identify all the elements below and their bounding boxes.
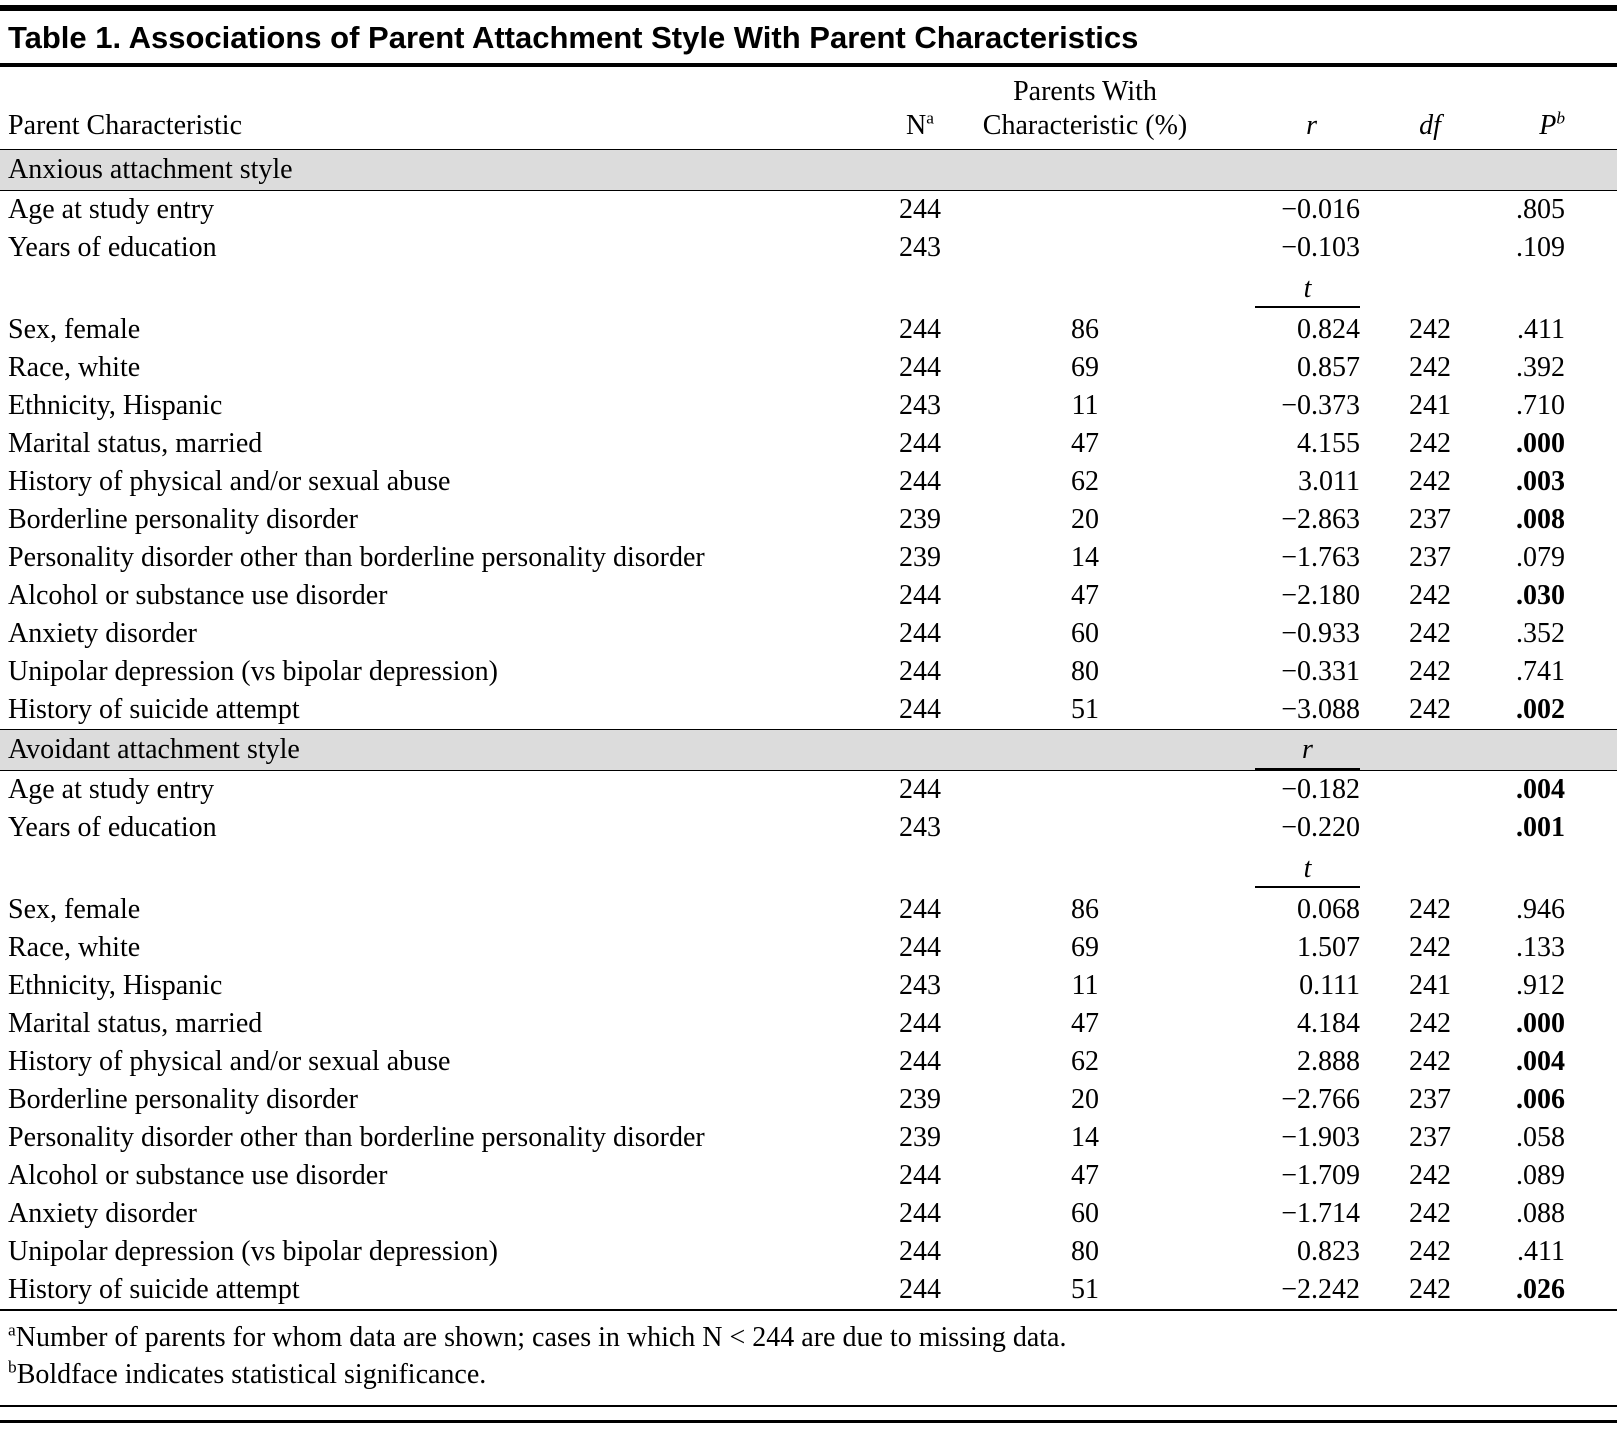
table-figure	[0, 5, 1617, 1423]
cell-pct: 62	[1071, 466, 1099, 497]
table-title: Table 1. Associations of Parent Attachment Style With Parent Characteristics	[8, 20, 1139, 55]
cell-n: 244	[899, 580, 941, 611]
cell-stat: −3.088	[1281, 694, 1360, 725]
cell-pct: 14	[1071, 1122, 1099, 1153]
subheader-empty-p	[1485, 267, 1617, 311]
table-row	[0, 891, 1617, 929]
cell-stat: 2.888	[1297, 1046, 1360, 1077]
cell-df: 242	[1409, 932, 1451, 963]
cell-stat: 3.011	[1298, 466, 1360, 497]
t-stat-label: t	[1255, 272, 1360, 308]
cell-stat: −0.016	[1281, 194, 1360, 225]
cell-stat: −1.903	[1281, 1122, 1360, 1153]
table-row	[0, 1005, 1617, 1043]
cell-characteristic: Age at study entry	[8, 774, 215, 805]
cell-stat: −0.933	[1281, 618, 1360, 649]
n-label: N	[906, 110, 927, 141]
col-header-p	[1485, 67, 1617, 150]
cell-stat: −0.103	[1281, 232, 1360, 263]
footnote-a	[8, 1319, 1617, 1356]
cell-df: 241	[1409, 390, 1451, 421]
pct-label-line1: Parents With	[1013, 76, 1157, 107]
cell-stat: 0.857	[1297, 352, 1360, 383]
cell-characteristic: Borderline personality disorder	[8, 1084, 358, 1115]
cell-df: 242	[1409, 1160, 1451, 1191]
cell-p: .088	[1516, 1198, 1565, 1229]
table-body	[0, 150, 1617, 1311]
table-row	[0, 311, 1617, 349]
cell-df: 237	[1409, 1084, 1451, 1115]
col-header-df: df	[1419, 110, 1441, 141]
cell-n: 243	[899, 390, 941, 421]
cell-p: .008	[1516, 504, 1565, 535]
cell-p: .946	[1516, 894, 1565, 925]
cell-pct: 62	[1071, 1046, 1099, 1077]
col-header-r: r	[1306, 110, 1317, 141]
cell-stat: −0.220	[1281, 812, 1360, 843]
table-row	[0, 191, 1617, 230]
cell-df: 242	[1409, 1198, 1451, 1229]
cell-n: 244	[899, 352, 941, 383]
table-row	[0, 349, 1617, 387]
cell-df: 242	[1409, 1236, 1451, 1267]
cell-stat: −2.180	[1281, 580, 1360, 611]
cell-p: .352	[1516, 618, 1565, 649]
footnote-b-text: Boldface indicates statistical significance.	[16, 1359, 487, 1390]
table-row	[0, 387, 1617, 425]
col-header-pct	[970, 67, 1200, 150]
cell-stat: 1.507	[1297, 932, 1360, 963]
table-row	[0, 1043, 1617, 1081]
cell-df: 242	[1409, 428, 1451, 459]
cell-n: 244	[899, 1198, 941, 1229]
cell-characteristic: Sex, female	[8, 314, 141, 345]
subheader-empty-df	[1375, 847, 1485, 891]
table-row	[0, 615, 1617, 653]
stat-subheader-row	[0, 847, 1617, 891]
footnote-a-text: Number of parents for whom data are shown; cases in which N < 244 are due to missing data.	[15, 1322, 1067, 1353]
footnote-b-marker: b	[8, 1357, 17, 1377]
cell-df	[1375, 229, 1485, 267]
cell-characteristic: History of physical and/or sexual abuse	[8, 466, 451, 497]
cell-pct: 20	[1071, 1084, 1099, 1115]
cell-pct	[970, 229, 1200, 267]
cell-characteristic: Years of education	[8, 812, 217, 843]
cell-characteristic: Marital status, married	[8, 1008, 263, 1039]
band-empty-p	[1485, 730, 1617, 771]
table-row	[0, 1195, 1617, 1233]
cell-p: .026	[1516, 1274, 1565, 1305]
cell-df: 242	[1409, 314, 1451, 345]
cell-p: .079	[1516, 542, 1565, 573]
cell-p: .002	[1516, 694, 1565, 725]
p-label: P	[1539, 110, 1557, 141]
cell-stat: −0.373	[1281, 390, 1360, 421]
cell-stat: 0.824	[1297, 314, 1360, 345]
cell-p: .004	[1516, 774, 1565, 805]
table-row	[0, 501, 1617, 539]
cell-df: 242	[1409, 656, 1451, 687]
cell-p: .133	[1516, 932, 1565, 963]
band-stat-label	[1200, 730, 1375, 771]
cell-stat: 4.184	[1297, 1008, 1360, 1039]
cell-p: .003	[1516, 466, 1565, 497]
section-title: Avoidant attachment style	[0, 730, 1200, 771]
cell-pct	[970, 771, 1200, 810]
cell-pct: 86	[1071, 894, 1099, 925]
cell-df: 242	[1409, 580, 1451, 611]
table-row	[0, 691, 1617, 730]
cell-stat: −1.714	[1281, 1198, 1360, 1229]
cell-characteristic: Age at study entry	[8, 194, 215, 225]
cell-characteristic: Marital status, married	[8, 428, 263, 459]
table-row	[0, 463, 1617, 501]
cell-stat: 0.068	[1297, 894, 1360, 925]
cell-df	[1375, 771, 1485, 810]
cell-pct: 69	[1071, 352, 1099, 383]
cell-characteristic: Anxiety disorder	[8, 1198, 197, 1229]
top-rule	[0, 5, 1617, 11]
cell-pct: 69	[1071, 932, 1099, 963]
band-stat-label	[1200, 150, 1375, 191]
cell-pct: 20	[1071, 504, 1099, 535]
cell-characteristic: Unipolar depression (vs bipolar depression)	[8, 656, 498, 687]
cell-pct: 47	[1071, 1160, 1099, 1191]
cell-n: 244	[899, 466, 941, 497]
cell-characteristic: History of suicide attempt	[8, 694, 300, 725]
cell-p: .912	[1516, 970, 1565, 1001]
cell-df: 237	[1409, 504, 1451, 535]
cell-n: 244	[899, 1046, 941, 1077]
cell-p: .411	[1517, 314, 1565, 345]
cell-characteristic: Personality disorder other than borderline personality disorder	[8, 542, 705, 573]
cell-pct: 80	[1071, 656, 1099, 687]
t-stat-header	[1200, 847, 1375, 891]
cell-n: 243	[899, 232, 941, 263]
cell-pct	[970, 191, 1200, 230]
cell-stat: −2.242	[1281, 1274, 1360, 1305]
table-row	[0, 577, 1617, 615]
pct-label-line2: Characteristic (%)	[982, 110, 1188, 141]
cell-n: 244	[899, 314, 941, 345]
cell-pct: 11	[1071, 390, 1099, 421]
cell-n: 239	[899, 504, 941, 535]
cell-characteristic: Unipolar depression (vs bipolar depression)	[8, 1236, 498, 1267]
subheader-empty	[0, 847, 1200, 891]
cell-characteristic: Years of education	[8, 232, 217, 263]
cell-df: 242	[1409, 352, 1451, 383]
cell-characteristic: Alcohol or substance use disorder	[8, 1160, 388, 1191]
header-row	[0, 67, 1617, 150]
r-stat-label: r	[1255, 732, 1360, 770]
cell-stat: −0.331	[1281, 656, 1360, 687]
cell-p: .089	[1516, 1160, 1565, 1191]
cell-characteristic: Borderline personality disorder	[8, 504, 358, 535]
cell-n: 244	[899, 932, 941, 963]
col-header-n	[870, 67, 970, 150]
cell-stat: −0.182	[1281, 774, 1360, 805]
table-header	[0, 67, 1617, 150]
band-empty-df	[1375, 730, 1485, 771]
table-row	[0, 229, 1617, 267]
footnote-b	[8, 1356, 1617, 1393]
band-empty-p	[1485, 150, 1617, 191]
table-row	[0, 653, 1617, 691]
cell-df: 237	[1409, 1122, 1451, 1153]
cell-stat: −2.863	[1281, 504, 1360, 535]
cell-characteristic: Sex, female	[8, 894, 141, 925]
cell-pct: 51	[1071, 694, 1099, 725]
cell-characteristic: Anxiety disorder	[8, 618, 197, 649]
data-table	[0, 67, 1617, 1311]
cell-p: .030	[1516, 580, 1565, 611]
cell-stat: 4.155	[1297, 428, 1360, 459]
cell-n: 244	[899, 656, 941, 687]
subheader-empty-p	[1485, 847, 1617, 891]
band-empty-df	[1375, 150, 1485, 191]
cell-characteristic: Personality disorder other than borderline personality disorder	[8, 1122, 705, 1153]
cell-stat: 0.111	[1299, 970, 1360, 1001]
cell-p: .109	[1516, 232, 1565, 263]
cell-n: 244	[899, 694, 941, 725]
cell-p: .000	[1516, 1008, 1565, 1039]
cell-n: 239	[899, 542, 941, 573]
cell-df: 242	[1409, 1046, 1451, 1077]
cell-df	[1375, 191, 1485, 230]
cell-n: 243	[899, 812, 941, 843]
cell-p: .001	[1516, 812, 1565, 843]
bottom-rule	[0, 1405, 1617, 1423]
cell-p: .805	[1516, 194, 1565, 225]
table-row	[0, 1081, 1617, 1119]
cell-df: 242	[1409, 618, 1451, 649]
cell-pct: 60	[1071, 1198, 1099, 1229]
subheader-empty	[0, 267, 1200, 311]
section-band-row	[0, 150, 1617, 191]
subheader-empty-df	[1375, 267, 1485, 311]
cell-n: 244	[899, 618, 941, 649]
cell-pct: 47	[1071, 428, 1099, 459]
footnotes	[8, 1319, 1617, 1393]
cell-n: 244	[899, 1008, 941, 1039]
footnote-a-marker: a	[8, 1320, 16, 1340]
cell-p: .741	[1516, 656, 1565, 687]
cell-stat: 0.823	[1297, 1236, 1360, 1267]
cell-df: 237	[1409, 542, 1451, 573]
cell-p: .392	[1516, 352, 1565, 383]
section-band-row	[0, 730, 1617, 771]
cell-n: 244	[899, 194, 941, 225]
p-superscript: b	[1556, 108, 1565, 128]
cell-characteristic: Alcohol or substance use disorder	[8, 580, 388, 611]
table-row	[0, 929, 1617, 967]
cell-df: 242	[1409, 694, 1451, 725]
table-row	[0, 1271, 1617, 1310]
t-stat-header	[1200, 267, 1375, 311]
table-row	[0, 771, 1617, 810]
table-row	[0, 425, 1617, 463]
table-row	[0, 539, 1617, 577]
cell-characteristic: History of suicide attempt	[8, 1274, 300, 1305]
cell-characteristic: Ethnicity, Hispanic	[8, 390, 223, 421]
cell-pct: 47	[1071, 1008, 1099, 1039]
cell-stat: −1.763	[1281, 542, 1360, 573]
cell-stat: −2.766	[1281, 1084, 1360, 1115]
cell-p: .710	[1516, 390, 1565, 421]
table-row	[0, 967, 1617, 1005]
cell-pct: 51	[1071, 1274, 1099, 1305]
cell-pct	[970, 809, 1200, 847]
cell-df: 242	[1409, 1008, 1451, 1039]
cell-df: 242	[1409, 466, 1451, 497]
cell-pct: 14	[1071, 542, 1099, 573]
cell-n: 244	[899, 1274, 941, 1305]
cell-characteristic: Race, white	[8, 352, 141, 383]
cell-pct: 80	[1071, 1236, 1099, 1267]
table-row	[0, 809, 1617, 847]
cell-pct: 47	[1071, 580, 1099, 611]
cell-n: 244	[899, 894, 941, 925]
cell-pct: 11	[1071, 970, 1099, 1001]
cell-df: 241	[1409, 970, 1451, 1001]
cell-df: 242	[1409, 1274, 1451, 1305]
cell-df: 242	[1409, 894, 1451, 925]
cell-p: .058	[1516, 1122, 1565, 1153]
stat-subheader-row	[0, 267, 1617, 311]
cell-df	[1375, 809, 1485, 847]
t-stat-label: t	[1255, 852, 1360, 888]
cell-n: 244	[899, 1236, 941, 1267]
cell-n: 244	[899, 774, 941, 805]
cell-stat: −1.709	[1281, 1160, 1360, 1191]
cell-n: 239	[899, 1122, 941, 1153]
cell-characteristic: Race, white	[8, 932, 141, 963]
cell-p: .411	[1517, 1236, 1565, 1267]
table-row	[0, 1233, 1617, 1271]
cell-n: 244	[899, 1160, 941, 1191]
table-row	[0, 1119, 1617, 1157]
cell-pct: 86	[1071, 314, 1099, 345]
cell-p: .000	[1516, 428, 1565, 459]
cell-p: .006	[1516, 1084, 1565, 1115]
cell-n: 239	[899, 1084, 941, 1115]
cell-pct: 60	[1071, 618, 1099, 649]
cell-characteristic: Ethnicity, Hispanic	[8, 970, 223, 1001]
n-superscript: a	[926, 108, 934, 128]
table-row	[0, 1157, 1617, 1195]
cell-n: 243	[899, 970, 941, 1001]
cell-characteristic: History of physical and/or sexual abuse	[8, 1046, 451, 1077]
cell-p: .004	[1516, 1046, 1565, 1077]
cell-n: 244	[899, 428, 941, 459]
section-title: Anxious attachment style	[0, 150, 1200, 191]
col-header-characteristic: Parent Characteristic	[8, 110, 243, 141]
